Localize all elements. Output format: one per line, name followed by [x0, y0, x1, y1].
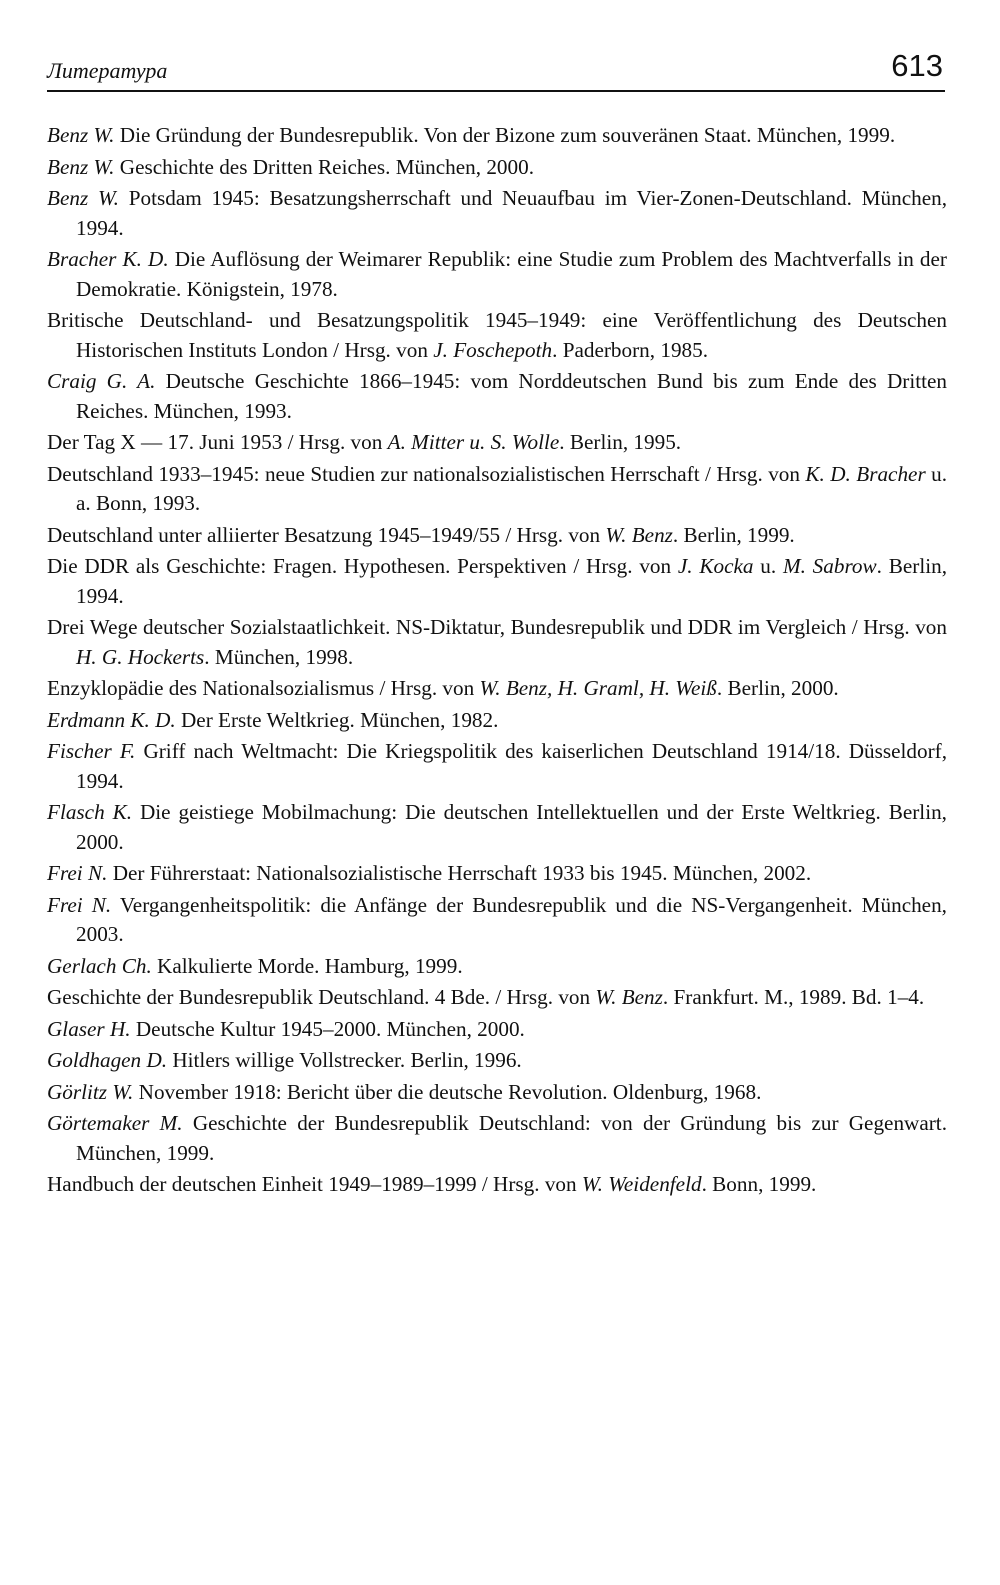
entry-author: Fischer F.	[47, 739, 136, 763]
bibliography-entry	[47, 613, 947, 672]
entry-tail: . Frankfurt. M., 1989. Bd. 1–4.	[662, 985, 925, 1009]
entry-author: Benz W.	[47, 186, 119, 210]
entry-text: Der Erste Weltkrieg. München, 1982.	[175, 707, 499, 732]
entry-text: Griff nach Weltmacht: Die Kriegspolitik des kaiserlichen Deutschland 1914/18. Düsseldorf, 1994.	[76, 739, 947, 793]
running-head: Литература	[47, 58, 168, 83]
entry-author: Erdmann K. D.	[47, 707, 176, 732]
bibliography-list	[47, 121, 947, 1202]
entry-author: Frei N.	[47, 861, 108, 885]
entry-editor: H. G. Hockerts	[76, 644, 205, 669]
entry-text: Die geistiege Mobilmachung: Die deutschen Intellektuellen und der Erste Weltkrieg. Berlin, 2000.	[76, 800, 947, 854]
page-number: 613	[891, 48, 943, 83]
bibliography-entry	[47, 121, 947, 151]
entry-author: Benz W.	[47, 123, 115, 147]
bibliography-entry	[47, 552, 947, 611]
entry-editor: W. Weidenfeld	[581, 1172, 702, 1196]
bibliography-entry	[47, 737, 947, 796]
entry-text: Enzyklopädie des Nationalsozialismus / Hrsg. von	[47, 676, 480, 700]
entry-author: Benz W.	[47, 154, 115, 179]
entry-editor: A. Mitter u. S. Wolle	[387, 430, 560, 454]
bibliography-entry	[47, 1109, 947, 1168]
bibliography-entry	[47, 428, 947, 458]
entry-text: Deutschland 1933–1945: neue Studien zur nationalsozialistischen Herrschaft / Hrsg. von	[47, 461, 806, 486]
bibliography-entry	[47, 674, 947, 704]
entry-tail: u. a. Bonn, 1993.	[76, 461, 948, 515]
entry-text: Deutschland unter alliierter Besatzung 1945–1949/55 / Hrsg. von	[47, 522, 606, 547]
bibliography-entry	[47, 306, 947, 365]
entry-text: Deutsche Geschichte 1866–1945: vom Norddeutschen Bund bis zum Ende des Dritten Reiches. München, 1993.	[76, 369, 948, 423]
entry-author: Craig G. A.	[47, 369, 156, 393]
bibliography-entry	[47, 1170, 947, 1200]
bibliography-entry	[47, 798, 947, 857]
bibliography-entry	[47, 521, 947, 551]
entry-text: Britische Deutschland- und Besatzungspolitik 1945–1949: eine Veröffentlichung des Deutschen Historischen Instituts London / Hrsg. von	[47, 308, 947, 362]
entry-text: Der Führerstaat: Nationalsozialistische Herrschaft 1933 bis 1945. München, 2002.	[107, 861, 812, 885]
bibliography-entry	[47, 983, 947, 1013]
entry-author: Goldhagen D.	[47, 1048, 168, 1072]
entry-text: Handbuch der deutschen Einheit 1949–1989–1999 / Hrsg. von	[47, 1172, 582, 1196]
entry-text: Geschichte der Bundesrepublik Deutschland. 4 Bde. / Hrsg. von	[47, 985, 596, 1009]
entry-text: Kalkulierte Morde. Hamburg, 1999.	[151, 953, 463, 978]
entry-text: Geschichte des Dritten Reiches. München, 2000.	[114, 154, 535, 179]
entry-tail: . Berlin, 1995.	[559, 430, 682, 454]
entry-tail: . Paderborn, 1985.	[552, 337, 709, 362]
entry-text: Hitlers willige Vollstrecker. Berlin, 1996.	[167, 1048, 522, 1072]
entry-tail: . München, 1998.	[204, 644, 354, 669]
entry-text: Potsdam 1945: Besatzungsherrschaft und Neuaufbau im Vier-Zonen-Deutschland. München, 1994.	[76, 186, 948, 240]
bibliography-entry	[47, 153, 947, 183]
entry-editor: W. Benz	[605, 522, 673, 547]
entry-author: Görlitz W.	[47, 1079, 134, 1104]
bibliography-entry	[47, 245, 947, 304]
bibliography-entry	[47, 859, 947, 889]
entry-tail: . Berlin, 1999.	[672, 522, 795, 547]
bibliography-entry	[47, 952, 947, 982]
entry-editor: W. Benz	[595, 985, 663, 1009]
entry-text: Deutsche Kultur 1945–2000. München, 2000.	[130, 1016, 525, 1041]
entry-editor: K. D. Bracher	[805, 461, 926, 486]
entry-text: November 1918: Bericht über die deutsche Revolution. Oldenburg, 1968.	[133, 1079, 762, 1104]
entry-text: Die Auflösung der Weimarer Republik: eine Studie zum Problem des Machtverfalls in der Demokratie. Königstein, 1978.	[76, 247, 947, 301]
bibliography-entry	[47, 1046, 947, 1076]
entry-text: Vergangenheitspolitik: die Anfänge der Bundesrepublik und die NS-Vergangenheit. München, 2003.	[76, 892, 947, 946]
entry-tail-2: . Berlin, 1994.	[76, 554, 947, 608]
entry-tail: . Berlin, 2000.	[716, 676, 839, 700]
entry-editor-2: M. Sabrow	[782, 554, 877, 578]
bibliography-entry	[47, 1015, 947, 1045]
entry-author: Glaser H.	[47, 1016, 131, 1041]
entry-editor: W. Benz, H. Graml, H. Weiß	[479, 676, 717, 700]
bibliography-entry	[47, 460, 947, 519]
entry-text: Die DDR als Geschichte: Fragen. Hypothesen. Perspektiven / Hrsg. von	[47, 554, 678, 578]
entry-editor: J. Kocka	[677, 554, 754, 578]
bibliography-entry	[47, 1078, 947, 1108]
bibliography-entry	[47, 891, 947, 950]
entry-author: Frei N.	[47, 892, 112, 917]
entry-editor: J. Foschepoth	[433, 337, 553, 362]
entry-tail: . Bonn, 1999.	[701, 1172, 817, 1196]
entry-text: Die Gründung der Bundesrepublik. Von der Bizone zum souveränen Staat. München, 1999.	[114, 123, 896, 147]
page-header	[47, 46, 945, 92]
bibliography-entry	[47, 706, 947, 736]
entry-text: Drei Wege deutscher Sozialstaatlichkeit. NS-Diktatur, Bundesrepublik und DDR im Vergleich / Hrsg. von	[47, 615, 947, 639]
entry-text: Geschichte der Bundesrepublik Deutschland: von der Gründung bis zur Gegenwart. München, 1999.	[76, 1111, 947, 1165]
entry-tail: u.	[753, 554, 783, 578]
entry-author: Gerlach Ch.	[47, 953, 152, 978]
bibliography-entry	[47, 367, 947, 426]
bibliography-entry	[47, 184, 947, 243]
entry-author: Görtemaker M.	[47, 1111, 183, 1135]
entry-author: Bracher K. D.	[47, 247, 169, 271]
entry-author: Flasch K.	[47, 800, 133, 824]
entry-text: Der Tag X — 17. Juni 1953 / Hrsg. von	[47, 430, 388, 454]
